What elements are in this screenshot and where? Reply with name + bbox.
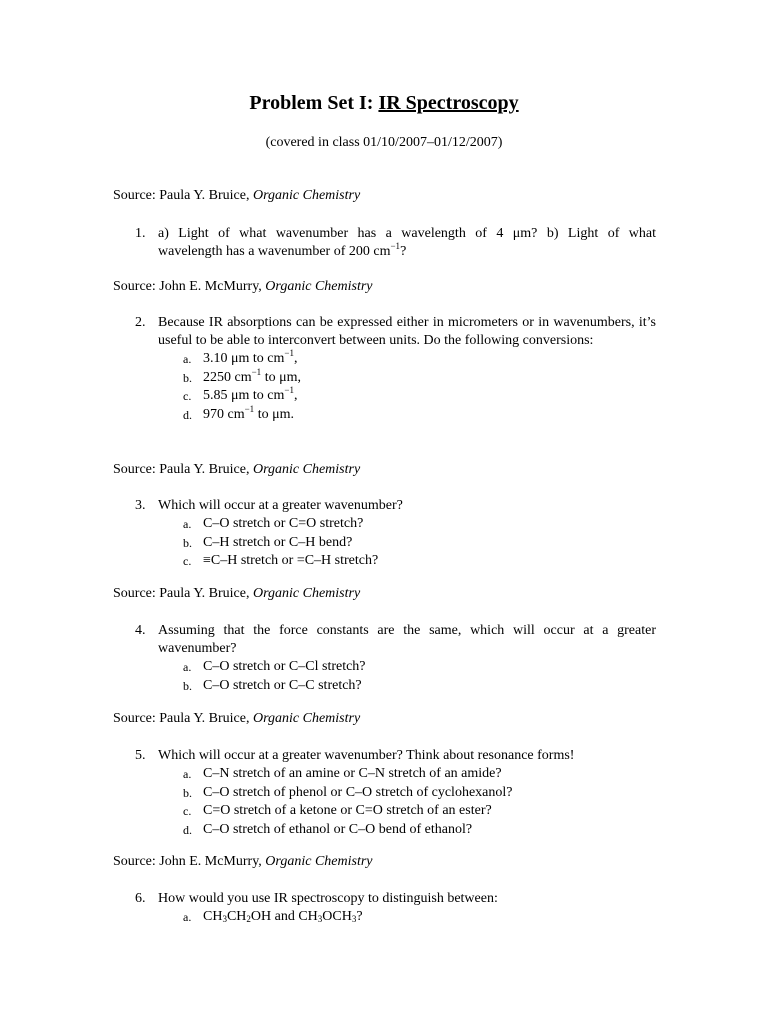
option-text: C–O stretch of phenol or C–O stretch of cyclohexanol?	[203, 784, 513, 800]
source-line	[113, 854, 373, 870]
option-item	[183, 658, 656, 677]
source-book: Organic Chemistry	[265, 279, 373, 294]
question-number: 4.	[135, 623, 146, 638]
formula-part: CH	[226, 909, 247, 924]
option-item	[183, 552, 656, 571]
option-text: C–H stretch or C–H bend?	[203, 534, 353, 550]
option-letter: a.	[183, 767, 192, 781]
page-subtitle: (covered in class 01/10/2007–01/12/2007)	[265, 135, 503, 150]
option-letter: b.	[183, 370, 192, 385]
option-text: C=O stretch of a ketone or C=O stretch of an ester?	[203, 803, 492, 818]
option-item	[183, 784, 656, 803]
option-list	[183, 658, 656, 695]
option-item	[183, 366, 656, 388]
formula-sub: 3	[317, 914, 323, 924]
source-line	[113, 279, 373, 295]
option-item	[183, 534, 656, 553]
option-letter: d.	[183, 822, 192, 837]
option-letter: a.	[183, 517, 192, 531]
option-item	[183, 821, 656, 840]
question-text: Which will occur at a greater wavenumber? Think about resonance forms!	[158, 748, 575, 763]
option-list	[183, 765, 656, 839]
option-item	[183, 677, 656, 696]
option-letter: d.	[183, 407, 192, 422]
source-line	[113, 711, 360, 727]
option-list	[183, 515, 656, 571]
question-number: 5.	[135, 748, 146, 763]
option-list	[183, 908, 656, 927]
option-sup: −1	[284, 385, 294, 395]
question-text-line2	[158, 243, 656, 261]
option-item	[183, 515, 656, 534]
formula-part: OCH	[322, 909, 352, 924]
question-number: 1.	[135, 226, 146, 241]
question-number: 2.	[135, 315, 146, 330]
source-author: Source: John E. McMurry,	[113, 279, 266, 294]
option-text: C–O stretch of ethanol or C–O bend of ethanol?	[203, 821, 473, 837]
option-text: C–N stretch of an amine or C–N stretch of an amide?	[203, 766, 502, 781]
source-book: Organic Chemistry	[265, 854, 373, 869]
formula-sub: 3	[222, 914, 227, 924]
question-4	[113, 622, 656, 695]
formula-sub: 2	[246, 914, 251, 924]
option-text: C–O stretch or C–C stretch?	[203, 677, 362, 693]
option-text: 3.10 μm to cm	[203, 351, 285, 366]
source-book: Organic Chemistry	[252, 462, 361, 477]
question-text: Because IR absorptions can be expressed either in micrometers or in wavenumbers, it’s useful to be able to interconvert between units. Do the following conversions:	[158, 315, 656, 348]
option-text: 970 cm	[203, 406, 245, 422]
option-item	[183, 802, 656, 821]
question-number: 6.	[135, 891, 146, 906]
page-title	[0, 92, 768, 115]
option-letter: a.	[183, 910, 192, 924]
option-text: ≡C–H stretch or =C–H stretch?	[203, 553, 379, 568]
option-text-end: ,	[293, 388, 298, 403]
question-text: Assuming that the force constants are the same, which will occur at a greater wavenumber?	[158, 623, 656, 656]
title-prefix: Problem Set I:	[249, 92, 379, 114]
option-text: C–O stretch or C–Cl stretch?	[203, 659, 366, 674]
question-text: How would you use IR spectroscopy to distinguish between:	[158, 891, 498, 906]
option-sup: −1	[284, 348, 294, 358]
question-2	[113, 314, 656, 424]
source-author: Source: John E. McMurry,	[113, 854, 266, 869]
formula-part: CH	[203, 909, 223, 924]
option-letter: c.	[183, 804, 192, 818]
source-book: Organic Chemistry	[252, 586, 361, 601]
option-text-end: to μm,	[261, 369, 301, 385]
option-text-end: to μm.	[254, 406, 294, 422]
q1-text-part: wavelength has a wavenumber of 200 cm	[158, 244, 391, 259]
option-letter: c.	[183, 389, 192, 403]
source-line	[113, 188, 360, 204]
option-letter: b.	[183, 535, 192, 550]
option-item	[183, 908, 656, 927]
option-text: 2250 cm	[203, 369, 252, 385]
option-item	[183, 765, 656, 784]
q1-sup: −1	[390, 241, 401, 251]
formula-part: OH and CH	[250, 909, 318, 924]
question-text: Which will occur at a greater wavenumber?	[158, 498, 403, 513]
option-letter: a.	[183, 660, 192, 674]
question-5	[113, 747, 656, 839]
option-sup: −1	[244, 403, 255, 414]
title-topic: IR Spectroscopy	[378, 92, 519, 114]
option-text: C–O stretch or C=O stretch?	[203, 516, 364, 531]
source-line	[113, 586, 360, 602]
option-text: 5.85 μm to cm	[203, 388, 285, 403]
option-letter: a.	[183, 352, 192, 366]
source-author: Source: Paula Y. Bruice,	[113, 462, 253, 477]
source-book: Organic Chemistry	[252, 711, 361, 726]
question-text: a) Light of what wavenumber has a wavelength of 4 μm? b) Light of what	[158, 226, 656, 241]
question-number: 3.	[135, 498, 146, 513]
option-item	[183, 403, 656, 425]
question-3	[113, 497, 656, 571]
source-line	[113, 462, 360, 478]
option-letter: b.	[183, 678, 192, 693]
option-letter: c.	[183, 554, 192, 568]
option-letter: b.	[183, 785, 192, 800]
option-sup: −1	[251, 366, 262, 377]
option-text-end: ,	[293, 351, 298, 366]
question-1	[113, 225, 656, 261]
source-author: Source: Paula Y. Bruice,	[113, 586, 253, 601]
question-6	[113, 890, 656, 927]
q1-text-end: ?	[400, 244, 407, 259]
source-book: Organic Chemistry	[252, 188, 361, 203]
option-list	[183, 350, 656, 424]
formula-part: ?	[356, 909, 363, 924]
formula-sub: 3	[351, 914, 357, 924]
source-author: Source: Paula Y. Bruice,	[113, 711, 253, 726]
source-author: Source: Paula Y. Bruice,	[113, 188, 253, 203]
